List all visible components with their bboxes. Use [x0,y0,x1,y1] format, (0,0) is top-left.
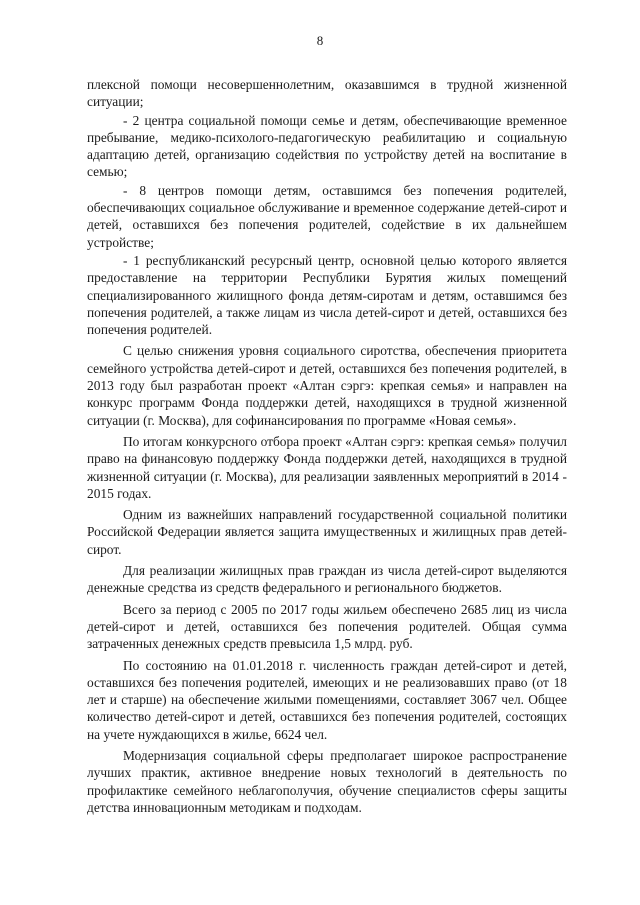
list-item: - 2 центра социальной помощи семье и детям, обеспечивающие временное пребывание, медико-психолого-педагогическую реабилитацию и социальную адаптацию детей, организацию содействия по устройству детей на воспитание в семью; [87,112,567,180]
paragraph: Для реализации жилищных прав граждан из числа детей-сирот выделяются денежные средства из средств федерального и регионального бюджетов. [87,563,567,596]
paragraph: плексной помощи несовершеннолетним, оказавшимся в трудной жизненной ситуации; [87,77,567,110]
document-body [87,76,567,817]
paragraph: С целью снижения уровня социального сиротства, обеспечения приоритета семейного устройства детей-сирот и детей, оставшихся без попечения родителей, в 2013 году был разработан проект «Алтан сэргэ: крепкая семья» и направлен на конкурс программ Фонда поддержки детей, находящихся в трудной жизненной ситуации (г. Москва), для софинансирования по программе «Новая семья». [87,343,567,428]
paragraph: По состоянию на 01.01.2018 г. численность граждан детей-сирот и детей, оставшихся без попечения родителей, имеющих и не реализовавших право (от 18 лет и старше) на обеспечение жилыми помещениями, составляет 3067 чел. Общее количество детей-сирот и детей, оставшихся без попечения родителей, состоящих на учете нуждающихся в жилье, 6624 чел. [87,657,567,742]
paragraph: Всего за период с 2005 по 2017 годы жильем обеспечено 2685 лиц из числа детей-сирот и детей, оставшихся без попечения родителей. Общая сумма затраченных денежных средств превысила 1,5 млрд. руб. [87,601,567,652]
page-number: 8 [316,33,324,48]
paragraph: Модернизация социальной сферы предполагает широкое распространение лучших практик, активное внедрение новых технологий в деятельность по профилактике семейного неблагополучия, обучение специалистов сферы защиты детства инновационным методикам и подходам. [87,747,567,815]
paragraph: По итогам конкурсного отбора проект «Алтан сэргэ: крепкая семья» получил право на финансовую поддержку Фонда поддержки детей, находящихся в трудной жизненной ситуации (г. Москва), для реализации заявленных мероприятий в 2014 - 2015 годах. [87,433,567,501]
list-item: - 1 республиканский ресурсный центр, основной целью которого является предоставление на территории Республики Бурятия жилых помещений специализированного жилищного фонда детям-сиротам и детям, оставшимся без попечения родителей, а также лицам из числа детей-сирот и детей, оставшихся без попечения родителей. [87,252,567,338]
list-item: - 8 центров помощи детям, оставшимся без попечения родителей, обеспечивающих социальное обслуживание и временное содержание детей-сирот и детей, оставшихся без попечения родителей, содействие в их дальнейшем устройстве; [87,182,567,250]
paragraph: Одним из важнейших направлений государственной социальной политики Российской Федерации является защита имущественных и жилищных прав детей-сирот. [87,507,567,557]
